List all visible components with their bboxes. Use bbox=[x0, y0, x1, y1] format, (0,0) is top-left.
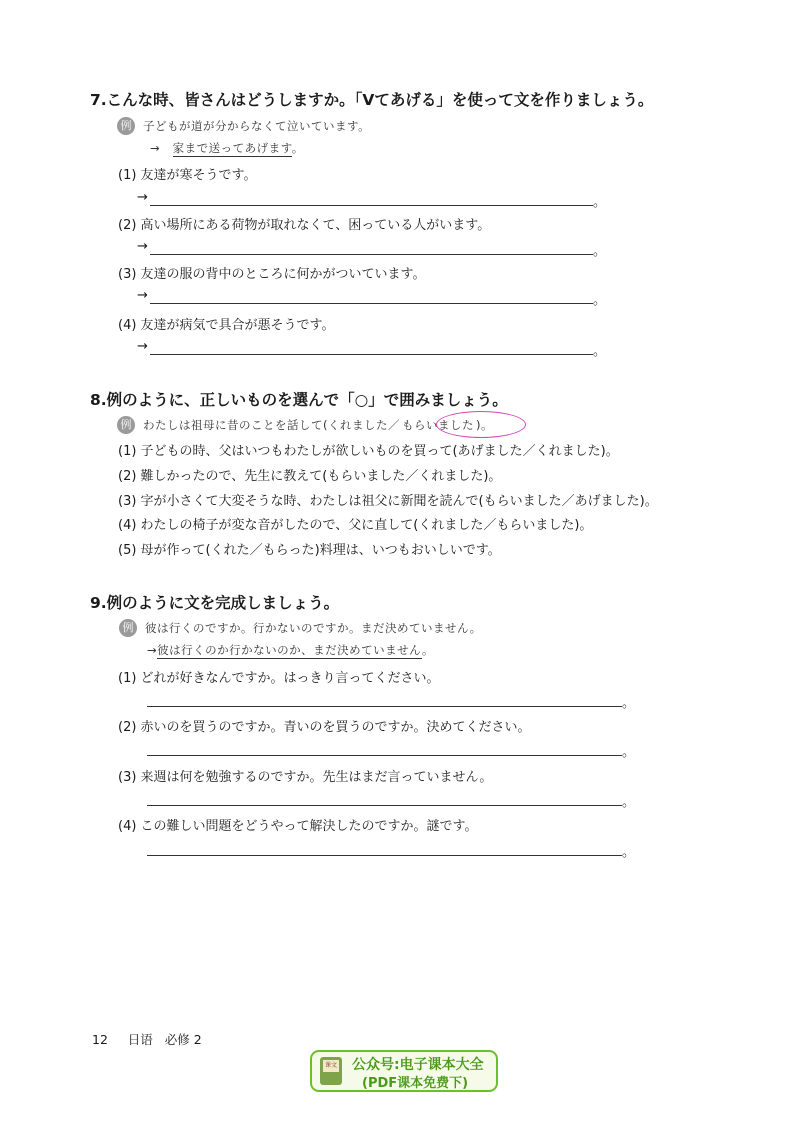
answer-period: 。 bbox=[593, 293, 607, 308]
example-text: 子どもが道が分からなくて泣いています。 bbox=[143, 119, 371, 133]
example-period: 。 bbox=[291, 141, 304, 155]
question-8-3: (3) 字が小さくて大変そうな時、わたしは祖父に新聞を読んで(もらいました／あげました)。 bbox=[118, 494, 658, 509]
watermark-logo bbox=[310, 1050, 498, 1092]
book-icon bbox=[320, 1057, 342, 1085]
question-9-4: (4) この難しい問題をどうやって解決したのですか。謎です。 bbox=[118, 819, 478, 834]
question-8-4: (4) わたしの椅子が変な音がしたので、父に直して(くれました／もらいました)。 bbox=[118, 518, 593, 533]
watermark-line-1: 公众号:电子课本大全 bbox=[352, 1057, 484, 1073]
footer bbox=[92, 1030, 202, 1048]
example-arrow: → bbox=[150, 141, 161, 155]
answer-line[interactable] bbox=[150, 303, 593, 304]
question-7-3: (3) 友達の服の背中のところに何かがついています。 bbox=[118, 267, 426, 282]
answer-line[interactable] bbox=[150, 254, 593, 255]
answer-period: 。 bbox=[622, 745, 636, 760]
question-7-2: (2) 高い場所にある荷物が取れなくて、困っている人がいます。 bbox=[118, 218, 491, 233]
example-text: わたしは祖母に昔のことを話して(くれました／ bbox=[143, 418, 400, 432]
example-circled-choice: もらいました bbox=[401, 418, 474, 432]
answer-period: 。 bbox=[622, 845, 636, 860]
example-answer: 家まで送ってあげます bbox=[172, 141, 292, 155]
example-answer: 彼は行くのか行かないのか、まだ決めていません bbox=[157, 643, 422, 657]
answer-arrow: → bbox=[137, 239, 148, 254]
answer-line[interactable] bbox=[150, 205, 593, 206]
answer-period: 。 bbox=[622, 696, 636, 711]
book-title: 日语 bbox=[127, 1032, 153, 1047]
question-7-4: (4) 友達が病気で具合が悪そうです。 bbox=[118, 318, 335, 333]
answer-line[interactable] bbox=[150, 354, 593, 355]
example-period: 。 bbox=[421, 643, 434, 657]
answer-arrow: → bbox=[137, 288, 148, 303]
answer-period: 。 bbox=[622, 795, 636, 810]
answer-arrow: → bbox=[137, 339, 148, 354]
example-badge: 例 bbox=[119, 619, 137, 637]
answer-line[interactable] bbox=[147, 755, 622, 756]
example-arrow: → bbox=[147, 643, 158, 657]
question-8-2: (2) 難しかったので、先生に教えて(もらいました／くれました)。 bbox=[118, 469, 502, 484]
answer-arrow: → bbox=[137, 190, 148, 205]
answer-period: 。 bbox=[593, 244, 607, 259]
section-8-heading: 8.例のように、正しいものを選んで「○」で囲みましょう。 bbox=[90, 391, 508, 409]
section-7-heading: 7.こんな時、皆さんはどうしますか。「Vてあげる」を使って文を作りましょう。 bbox=[90, 91, 654, 109]
example-answer-row bbox=[150, 140, 304, 156]
example-badge: 例 bbox=[117, 117, 135, 135]
selection-circle bbox=[436, 411, 526, 438]
example-answer-row bbox=[147, 642, 434, 658]
question-7-1: (1) 友達が寒そうです。 bbox=[118, 168, 257, 183]
page-number: 12 bbox=[92, 1032, 108, 1047]
book-icon-label: 课文 bbox=[323, 1060, 339, 1072]
answer-period: 。 bbox=[593, 195, 607, 210]
question-9-3: (3) 来週は何を勉強するのですか。先生はまだ言っていません。 bbox=[118, 770, 493, 785]
section-9-heading: 9.例のように文を完成しましょう。 bbox=[90, 594, 340, 612]
question-8-1: (1) 子どもの時、父はいつもわたしが欲しいものを買って(あげました／くれました)。 bbox=[118, 444, 619, 459]
volume: 必修 2 bbox=[164, 1032, 202, 1047]
question-9-2: (2) 赤いのを買うのですか。青いのを買うのですか。決めてください。 bbox=[118, 720, 531, 735]
question-9-1: (1) どれが好きなんですか。はっきり言ってください。 bbox=[118, 671, 440, 686]
answer-period: 。 bbox=[593, 344, 607, 359]
watermark-line-2: (PDF课本免费下) bbox=[362, 1076, 469, 1091]
example-end: )。 bbox=[475, 418, 493, 432]
answer-line[interactable] bbox=[147, 805, 622, 806]
example-text: 彼は行くのですか。行かないのですか。まだ決めていません。 bbox=[145, 621, 482, 635]
example-badge: 例 bbox=[117, 416, 135, 434]
answer-line[interactable] bbox=[147, 855, 622, 856]
answer-line[interactable] bbox=[147, 706, 622, 707]
question-8-5: (5) 母が作って(くれた／もらった)料理は、いつもおいしいです。 bbox=[118, 543, 501, 558]
